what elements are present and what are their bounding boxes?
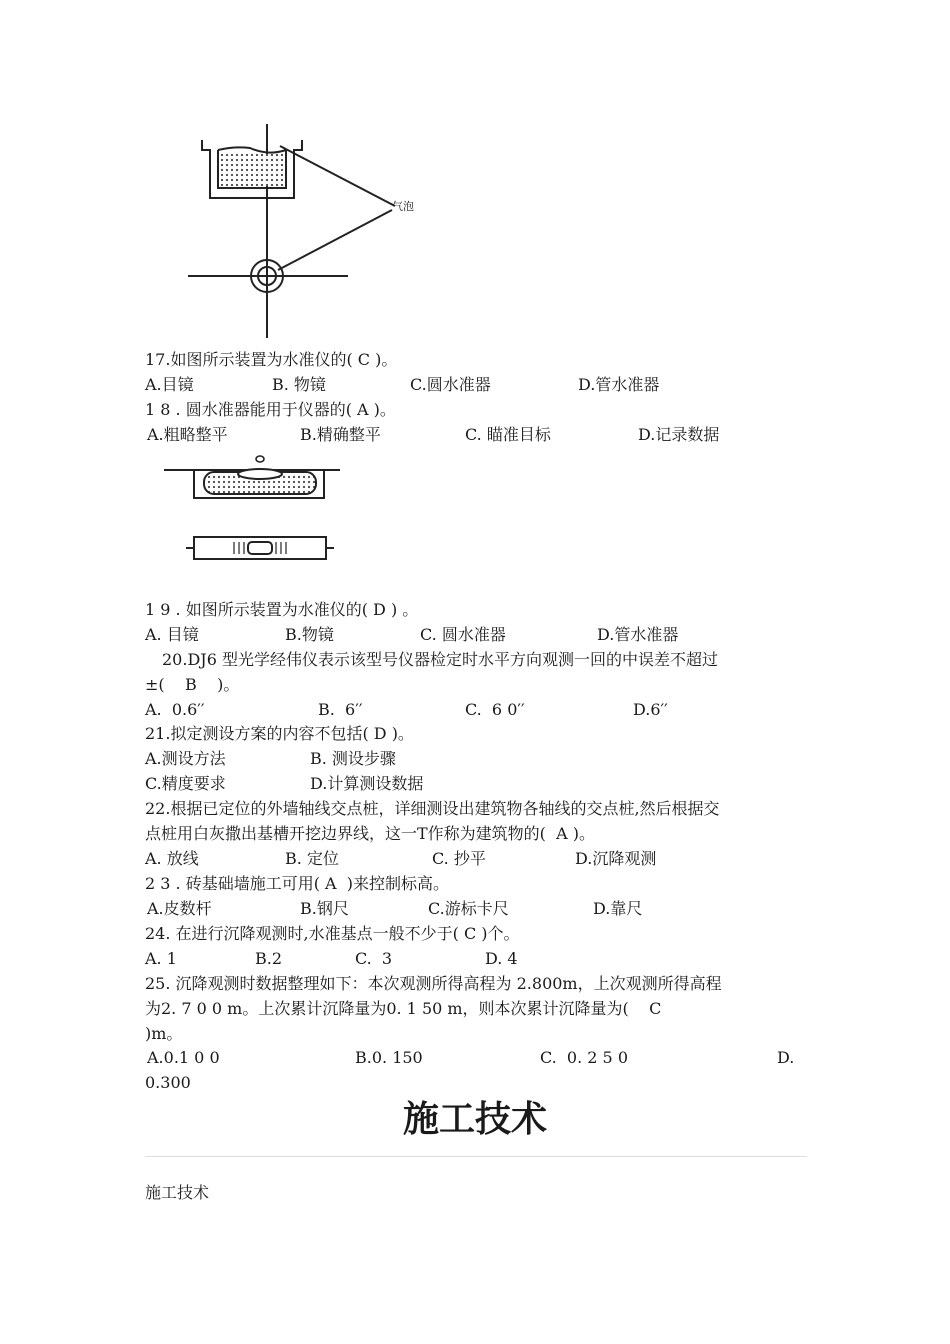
q19-option-d: D.管水准器 [597, 625, 679, 644]
q24-option-a: A. 1 [145, 949, 177, 968]
q25-text-line3: )m。 [145, 1024, 183, 1043]
q19-text: 1 9 . 如图所示装置为水准仪的( D ) 。 [145, 600, 419, 619]
q21-option-c: C.精度要求 [145, 774, 226, 793]
q22-text-line1: 22.根据已定位的外墙轴线交点桩，详细测设出建筑物各轴线的交点桩,然后根据交 [145, 799, 720, 818]
q22-option-c: C. 抄平 [432, 849, 486, 868]
q22-option-a: A. 放线 [145, 849, 199, 868]
q24-option-c: C. 3 [355, 949, 393, 968]
q25-option-d-value: 0.300 [145, 1073, 191, 1092]
q23-option-d: D.靠尺 [593, 899, 643, 918]
q17-option-d: D.管水准器 [578, 375, 660, 394]
q20-option-c: C. 6 0′′ [465, 700, 525, 719]
q21-option-a: A.测设方法 [145, 749, 226, 768]
q18-option-c: C. 瞄准目标 [465, 425, 551, 444]
q21-text: 21.拟定测设方案的内容不包括( D )。 [145, 724, 414, 743]
q17-option-c: C.圆水准器 [410, 375, 491, 394]
q18-option-b: B.精确整平 [300, 425, 381, 444]
q17-text: 17.如图所示装置为水准仪的( C )。 [145, 350, 398, 369]
q20-option-d: D.6′′ [633, 700, 668, 719]
circular-level-figure [180, 118, 440, 343]
q20-text-line1: 20.DJ6 型光学经伟仪表示该型号仪器检定时水平方向观测一回的中误差不超过 [162, 650, 718, 669]
q25-option-a: A.0.1 0 0 [147, 1048, 220, 1067]
q23-option-a: A.皮数杆 [147, 899, 212, 918]
q17-option-b: B. 物镜 [272, 375, 326, 394]
q21-option-b: B. 测设步骤 [310, 749, 396, 768]
footer-text: 施工技术 [145, 1183, 210, 1202]
q24-option-d: D. 4 [485, 949, 518, 968]
q19-option-a: A. 目镜 [145, 625, 199, 644]
heading-divider [145, 1156, 807, 1157]
q21-option-d: D.计算测设数据 [310, 774, 424, 793]
q18-option-d: D.记录数据 [638, 425, 720, 444]
q17-option-a: A.目镜 [145, 375, 194, 394]
q22-text-line2: 点桩用白灰撒出基槽开挖边界线，这一T作称为建筑物的( A )。 [145, 824, 595, 843]
q23-option-c: C.游标卡尺 [428, 899, 509, 918]
tube-level-figure [162, 450, 342, 575]
q22-option-b: B. 定位 [285, 849, 339, 868]
q22-option-d: D.沉降观测 [575, 849, 657, 868]
q20-option-a: A. 0.6′′ [145, 700, 205, 719]
q23-text: 2 3 . 砖基础墙施工可用( A )来控制标高。 [145, 874, 450, 893]
q19-option-b: B.物镜 [285, 625, 334, 644]
q23-option-b: B.钢尺 [300, 899, 349, 918]
q20-text-line2: ±( B )。 [145, 675, 240, 694]
section-heading: 施工技术 [402, 1099, 547, 1140]
q25-text-line1: 25. 沉降观测时数据整理如下：本次观测所得高程为 2.800m，上次观测所得高程 [145, 974, 722, 993]
q20-option-b: B. 6′′ [318, 700, 363, 719]
q18-option-a: A.粗略整平 [147, 425, 228, 444]
q25-option-d: D. [777, 1048, 795, 1067]
q24-option-b: B.2 [255, 949, 283, 968]
q18-text: 1 8 . 圆水准器能用于仪器的( A )。 [145, 400, 396, 419]
q25-option-c: C. 0. 2 5 0 [540, 1048, 628, 1067]
bubble-label: 气泡 [392, 200, 414, 213]
q25-text-line2: 为2. 7 0 0 m。上次累计沉降量为0. 1 50 m，则本次累计沉降量为( C [145, 999, 662, 1018]
q19-option-c: C. 圆水准器 [420, 625, 506, 644]
q24-text: 24. 在进行沉降观测时,水准基点一般不少于( C )个。 [145, 924, 520, 943]
q25-option-b: B.0. 150 [355, 1048, 423, 1067]
